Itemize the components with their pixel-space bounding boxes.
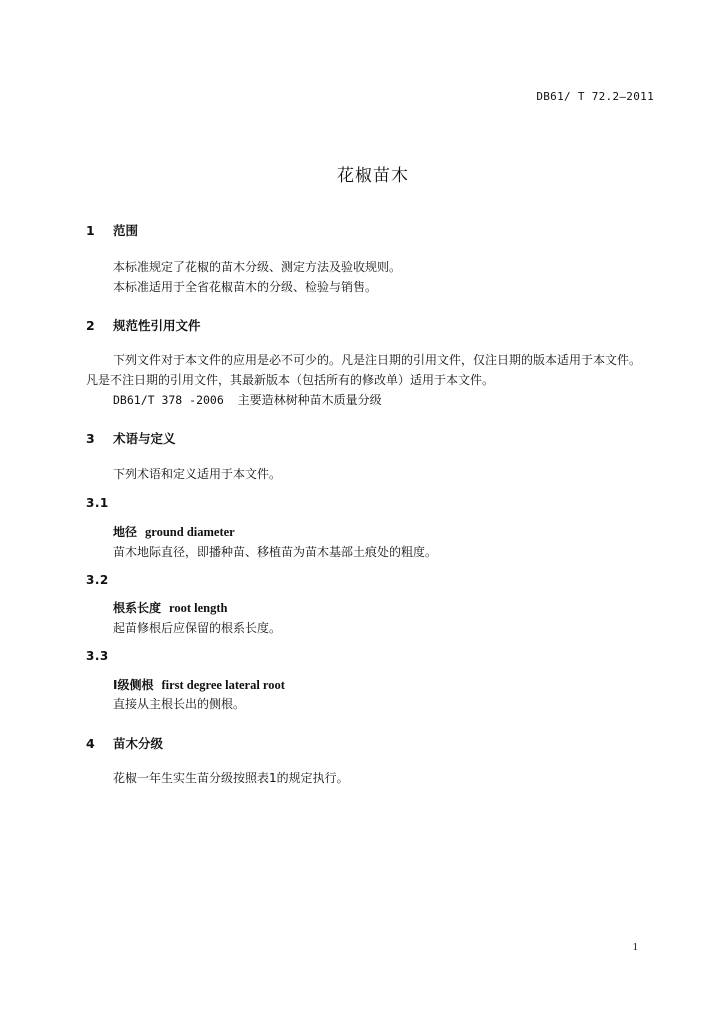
page-number: 1 bbox=[632, 941, 638, 953]
term-definition: 苗木地际直径，即播种苗、移植苗为苗木基部土痕处的粗度。 bbox=[113, 545, 438, 559]
term-definition: 起苗修根后应保留的根系长度。 bbox=[113, 621, 282, 635]
reference-code: DB61/T 378 -2006 bbox=[113, 393, 224, 407]
section-number: 4 bbox=[86, 736, 95, 751]
standard-code: DB61/ T 72.2—2011 bbox=[536, 90, 654, 103]
section-4-heading bbox=[86, 734, 163, 752]
section-number: 3 bbox=[86, 431, 95, 446]
section-title: 范围 bbox=[113, 223, 139, 238]
term-en: ground diameter bbox=[145, 525, 235, 539]
section-1-heading bbox=[86, 221, 138, 239]
section-3-heading bbox=[86, 429, 176, 447]
paragraph: 下列术语和定义适用于本文件。 bbox=[113, 467, 282, 481]
term-heading bbox=[113, 599, 227, 616]
section-number: 2 bbox=[86, 318, 95, 333]
reference-title: 主要造林树种苗木质量分级 bbox=[237, 393, 382, 407]
section-title: 规范性引用文件 bbox=[113, 318, 201, 333]
term-zh: 地径 bbox=[113, 525, 138, 539]
section-2-heading bbox=[86, 316, 201, 334]
term-number: 3.2 bbox=[86, 573, 109, 587]
paragraph: 凡是不注日期的引用文件，其最新版本（包括所有的修改单）适用于本文件。 bbox=[86, 373, 495, 387]
paragraph: 花椒一年生实生苗分级按照表1的规定执行。 bbox=[113, 771, 349, 785]
term-heading bbox=[113, 523, 235, 540]
term-heading bbox=[113, 676, 285, 693]
term-zh: Ⅰ级侧根 bbox=[113, 678, 154, 692]
section-title: 术语与定义 bbox=[113, 431, 176, 446]
term-zh: 根系长度 bbox=[113, 601, 162, 615]
paragraph: 本标准适用于全省花椒苗木的分级、检验与销售。 bbox=[113, 280, 378, 294]
paragraph: 本标准规定了花椒的苗木分级、测定方法及验收规则。 bbox=[113, 260, 402, 274]
normative-reference bbox=[113, 391, 382, 408]
term-number: 3.1 bbox=[86, 496, 109, 510]
section-number: 1 bbox=[86, 223, 95, 238]
term-definition: 直接从主根长出的侧根。 bbox=[113, 697, 246, 711]
paragraph: 下列文件对于本文件的应用是必不可少的。凡是注日期的引用文件，仅注日期的版本适用于本文件。 bbox=[113, 353, 642, 367]
term-en: root length bbox=[169, 601, 228, 615]
document-title: 花椒苗木 bbox=[337, 166, 409, 186]
term-en: first degree lateral root bbox=[161, 678, 285, 692]
term-number: 3.3 bbox=[86, 649, 109, 663]
section-title: 苗木分级 bbox=[113, 736, 164, 751]
